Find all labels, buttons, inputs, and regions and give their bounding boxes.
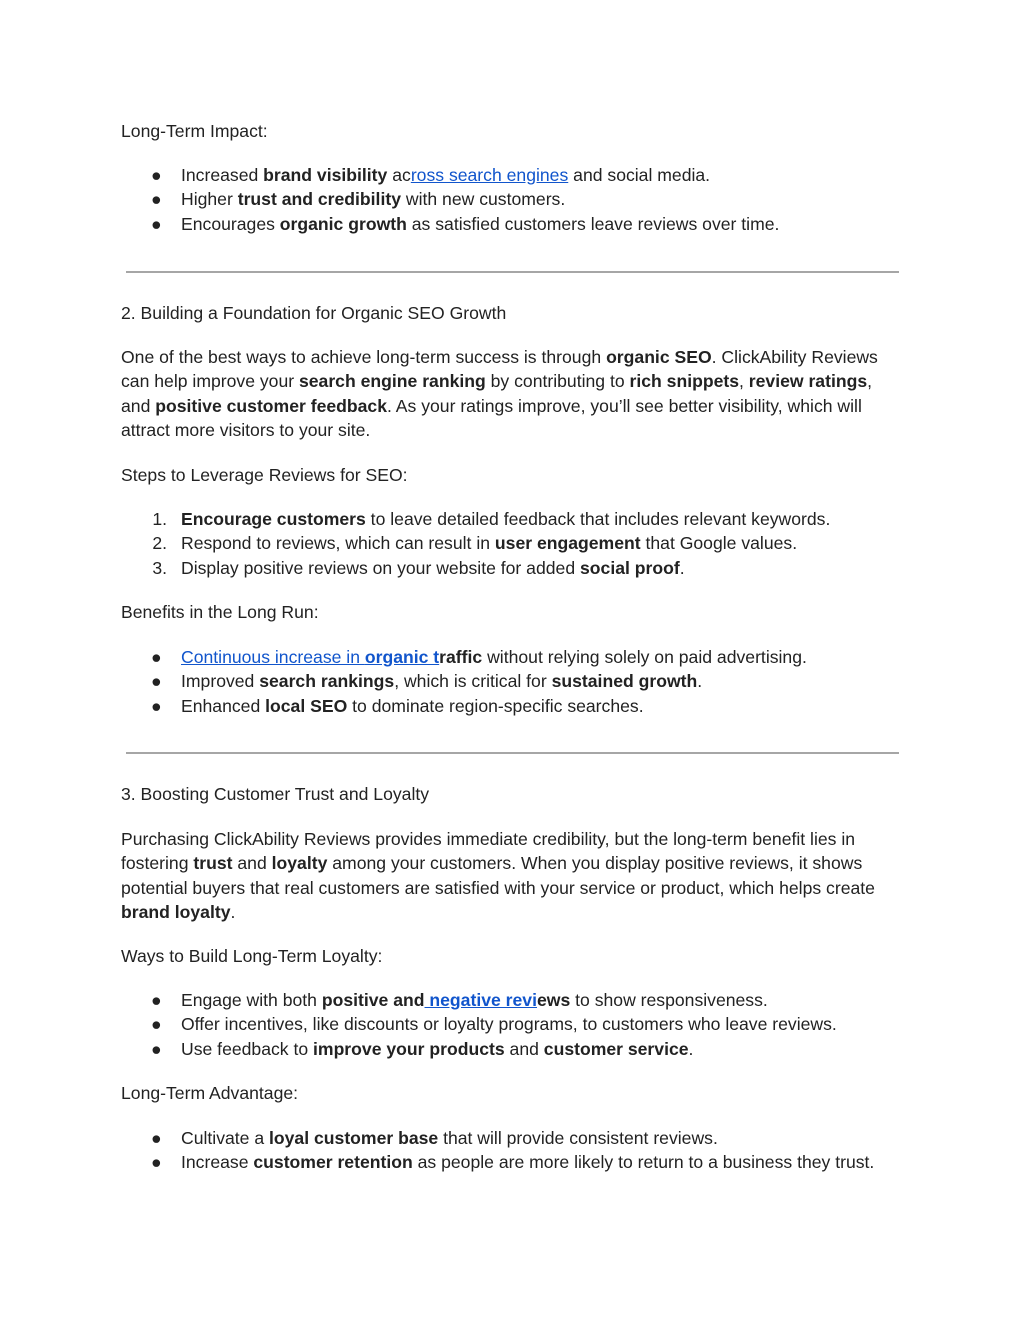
text-run: One of the best ways to achieve long-term success is through — [121, 347, 607, 367]
list-item — [121, 163, 901, 187]
text-run: and — [504, 1038, 544, 1059]
number-marker: 1. — [152, 509, 167, 529]
text-run: , and — [121, 371, 873, 416]
inline-link[interactable]: Continuous increase in — [181, 647, 365, 667]
long-term-impact-heading: Long-Term Impact: — [121, 121, 268, 141]
section-divider — [126, 271, 899, 273]
bold-text: rich snippets — [629, 371, 740, 392]
list-item — [121, 556, 901, 580]
steps-heading: Steps to Leverage Reviews for SEO: — [121, 465, 408, 485]
text-run: with new customers. — [400, 189, 566, 210]
text-run: Enhanced — [181, 695, 266, 716]
text-run: Purchasing ClickAbility Reviews provides immediate credibility, but the long-term benefit lies in fostering — [121, 829, 856, 874]
section-3-paragraph — [121, 827, 901, 925]
bold-text: Encourage customers — [181, 509, 366, 529]
list-item — [121, 988, 901, 1012]
bullet-marker: ● — [151, 1014, 162, 1035]
bold-text: customer retention — [253, 1152, 413, 1173]
benefits-list — [121, 645, 901, 718]
bold-text: organic SEO — [606, 347, 712, 367]
advantage-list — [121, 1126, 901, 1175]
bullet-marker: ● — [151, 990, 162, 1010]
bold-text: trust and credibility — [237, 189, 401, 210]
text-run: by contributing to — [485, 371, 630, 392]
advantage-heading: Long-Term Advantage: — [121, 1083, 299, 1103]
benefits-heading: Benefits in the Long Run: — [121, 602, 319, 622]
bullet-marker: ● — [151, 647, 162, 667]
inline-link[interactable]: negative revi — [424, 990, 537, 1010]
list-item — [121, 531, 901, 555]
text-run: as people are more likely to return to a business they trust. — [412, 1152, 875, 1173]
text-run: that will provide consistent reviews. — [438, 1128, 718, 1148]
bold-text: trust — [193, 853, 233, 874]
text-run: Increase — [181, 1152, 254, 1173]
list-item — [121, 1012, 901, 1036]
list-item — [121, 507, 901, 531]
text-run: Respond to reviews, which can result in — [181, 533, 495, 554]
bold-text: improve your products — [313, 1038, 505, 1059]
text-run: . ClickAbility Reviews can help improve your — [121, 347, 878, 392]
inline-link[interactable]: organic t — [364, 647, 440, 667]
text-run: that Google values. — [640, 533, 798, 554]
text-run: to show responsiveness. — [570, 990, 768, 1010]
bold-text: local SEO — [265, 695, 348, 716]
text-run: , — [739, 371, 749, 392]
text-run: , which is critical for — [394, 671, 552, 692]
bullet-marker: ● — [151, 1038, 162, 1059]
bold-text: positive customer feedback — [155, 395, 387, 416]
bold-text: brand visibility — [263, 165, 388, 185]
text-run: to dominate region-specific searches. — [347, 695, 644, 716]
text-run: and — [232, 853, 272, 874]
bold-text: social proof — [580, 557, 680, 578]
list-item — [121, 187, 901, 211]
text-run: Higher — [181, 189, 238, 210]
number-marker: 3. — [152, 557, 167, 578]
text-run: . As your ratings improve, you’ll see better visibility, which will attract more visitors to your site. — [121, 395, 862, 441]
bullet-marker: ● — [151, 165, 162, 185]
list-item — [121, 1126, 901, 1150]
bold-text: brand loyalty — [121, 902, 231, 923]
section-2-paragraph — [121, 345, 901, 443]
list-item — [121, 694, 901, 718]
ways-heading: Ways to Build Long-Term Loyalty: — [121, 946, 383, 966]
seo-steps-list — [121, 507, 901, 580]
text-run: Offer incentives, like discounts or loyalty programs, to customers who leave reviews. — [181, 1014, 837, 1035]
text-run: among your customers. When you display positive reviews, it shows potential buyers that real customers are satisfied with your service or product, which helps create — [121, 853, 875, 898]
text-run: Improved — [181, 671, 260, 692]
text-run: Engage with both — [181, 990, 322, 1010]
text-run: . — [697, 671, 703, 692]
text-run: without relying solely on paid advertising. — [482, 647, 807, 667]
bold-text: user engagement — [494, 533, 641, 554]
section-3-title: 3. Boosting Customer Trust and Loyalty — [121, 784, 430, 804]
list-item — [121, 1150, 901, 1174]
text-run: Cultivate a — [181, 1128, 270, 1148]
bullet-marker: ● — [151, 1152, 162, 1173]
bold-text: loyal customer base — [269, 1128, 439, 1148]
text-run: Use feedback to — [181, 1038, 314, 1059]
text-run: ac — [387, 165, 411, 185]
text-run: Display positive reviews on your website for added — [181, 557, 580, 578]
text-run: . — [230, 902, 236, 923]
bold-text: search rankings — [259, 671, 395, 692]
number-marker: 2. — [152, 533, 167, 554]
bullet-marker: ● — [151, 671, 162, 692]
text-run: . — [679, 557, 685, 578]
text-run: to leave detailed feedback that includes relevant keywords. — [365, 509, 831, 529]
list-item — [121, 1037, 901, 1061]
bullet-marker: ● — [151, 189, 162, 210]
bold-text: organic growth — [279, 213, 407, 234]
text-run: . — [688, 1038, 694, 1059]
section-2-title: 2. Building a Foundation for Organic SEO Growth — [121, 303, 507, 323]
bullet-marker: ● — [151, 1128, 162, 1148]
bold-text: ews — [536, 990, 571, 1010]
list-item — [121, 669, 901, 693]
text-run: as satisfied customers leave reviews over time. — [406, 213, 780, 234]
bullet-marker: ● — [151, 213, 162, 234]
bold-text: customer service — [543, 1038, 689, 1059]
bullet-marker: ● — [151, 695, 162, 716]
list-item — [121, 645, 901, 669]
bold-text: review ratings — [748, 371, 868, 392]
text-run: Increased — [181, 165, 264, 185]
text-run: Encourages — [181, 213, 280, 234]
bold-text: search engine ranking — [298, 371, 486, 392]
bold-text: sustained growth — [551, 671, 698, 692]
section-divider — [126, 752, 899, 754]
inline-link[interactable]: ross search engines — [410, 165, 569, 185]
list-item — [121, 212, 901, 236]
text-run: and social media. — [568, 165, 711, 185]
long-term-impact-list — [121, 163, 901, 236]
bold-text: loyalty — [271, 853, 328, 874]
bold-text: raffic — [439, 647, 483, 667]
bold-text: positive and — [321, 990, 425, 1010]
loyalty-ways-list — [121, 988, 901, 1061]
